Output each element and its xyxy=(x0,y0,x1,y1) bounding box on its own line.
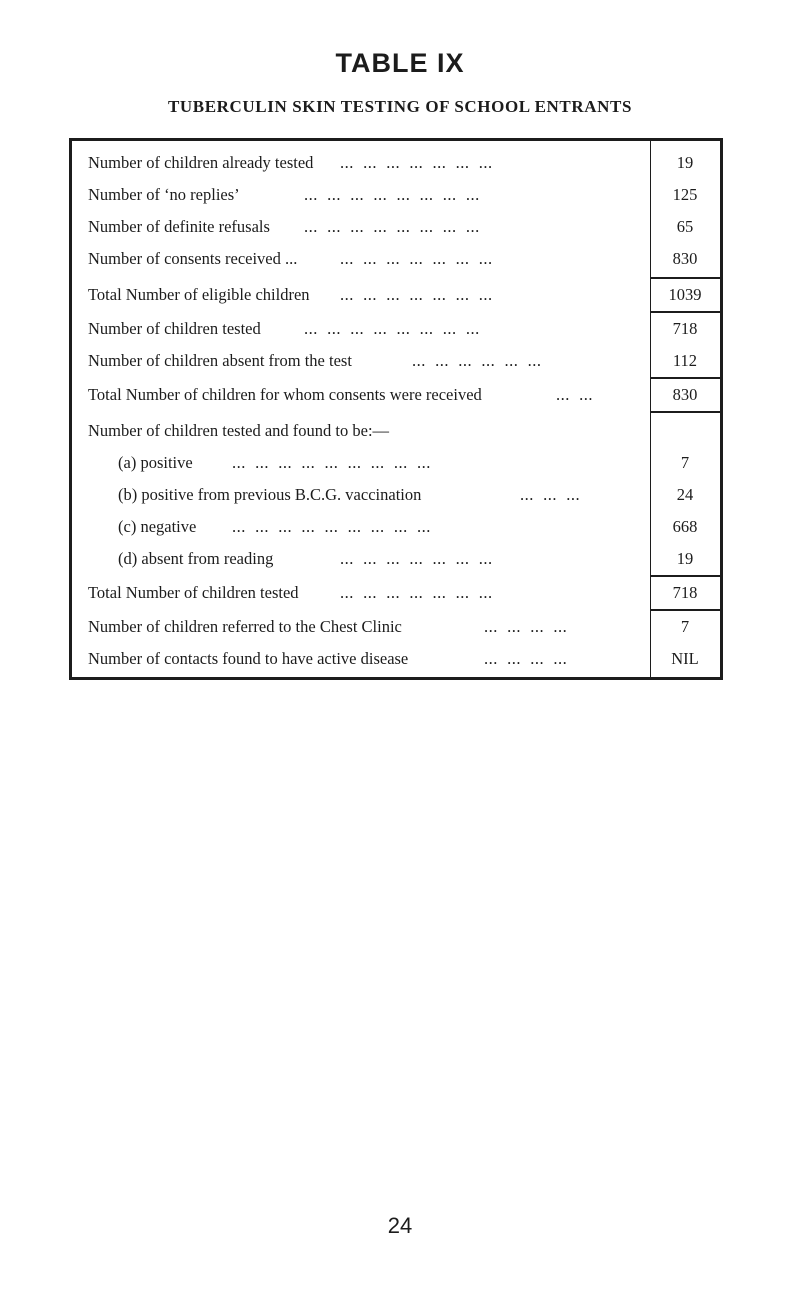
row-value: 718 xyxy=(672,319,698,338)
table-row xyxy=(72,381,720,409)
leader-dots: ... ... ... ... xyxy=(484,649,568,668)
leader-dots: ... ... ... ... ... ... ... xyxy=(340,549,493,568)
table-row xyxy=(72,281,720,309)
row-label: Number of children tested and found to be:— xyxy=(88,421,390,440)
row-value: 7 xyxy=(680,617,690,636)
row-value: 668 xyxy=(672,517,698,536)
leader-dots: ... ... ... ... ... ... xyxy=(412,351,542,370)
table-row xyxy=(72,315,720,343)
table-row xyxy=(72,245,720,273)
leader-dots: ... ... ... ... ... ... ... ... xyxy=(304,217,480,236)
row-label: (b) positive from previous B.C.G. vaccination xyxy=(118,485,422,504)
row-value: NIL xyxy=(671,649,699,668)
row-label: (a) positive xyxy=(118,453,193,472)
table-row xyxy=(72,481,720,509)
page-number: 24 xyxy=(387,1213,413,1238)
row-label: Total Number of children tested xyxy=(88,583,299,602)
row-value: 718 xyxy=(672,583,698,602)
table-row xyxy=(72,417,720,445)
table-row xyxy=(72,347,720,375)
table-row xyxy=(72,613,720,641)
row-value: 1039 xyxy=(668,285,702,304)
row-label: Number of contacts found to have active disease xyxy=(88,649,409,668)
leader-dots: ... ... ... ... xyxy=(484,617,568,636)
data-table xyxy=(69,138,723,680)
row-value: 830 xyxy=(672,249,698,268)
separator-line xyxy=(650,377,720,379)
leader-dots: ... ... ... ... ... ... ... ... xyxy=(304,185,480,204)
leader-dots: ... ... xyxy=(556,385,593,404)
row-value: 125 xyxy=(672,185,698,204)
row-label: Number of consents received ... xyxy=(88,249,298,268)
row-label: (c) negative xyxy=(118,517,197,536)
row-label: Number of ‘no replies’ xyxy=(88,185,240,204)
row-label: Number of children already tested xyxy=(88,153,314,172)
row-label: Number of children tested xyxy=(88,319,261,338)
row-value: 19 xyxy=(676,549,694,568)
table-row xyxy=(72,513,720,541)
leader-dots: ... ... ... ... ... ... ... ... xyxy=(304,319,480,338)
leader-dots: ... ... ... ... ... ... ... xyxy=(340,153,493,172)
row-value: 65 xyxy=(676,217,694,236)
row-label: Total Number of children for whom consents were received xyxy=(88,385,482,404)
table-row xyxy=(72,213,720,241)
separator-line xyxy=(650,575,720,577)
row-value: 830 xyxy=(672,385,698,404)
row-value: 7 xyxy=(680,453,690,472)
row-label: Total Number of eligible children xyxy=(88,285,310,304)
row-value: 24 xyxy=(676,485,694,504)
row-value: 19 xyxy=(676,153,694,172)
row-label: Number of children absent from the test xyxy=(88,351,352,370)
row-value: 112 xyxy=(672,351,698,370)
separator-line xyxy=(650,277,720,279)
leader-dots: ... ... ... ... ... ... ... ... ... xyxy=(232,453,431,472)
table-row xyxy=(72,545,720,573)
page-subtitle: TUBERCULIN SKIN TESTING OF SCHOOL ENTRANTS xyxy=(167,97,632,116)
leader-dots: ... ... ... xyxy=(520,485,581,504)
table-row xyxy=(72,645,720,673)
row-label: Number of definite refusals xyxy=(88,217,270,236)
table-row xyxy=(72,579,720,607)
table-row xyxy=(72,449,720,477)
row-label: Number of children referred to the Chest Clinic xyxy=(88,617,402,636)
leader-dots: ... ... ... ... ... ... ... xyxy=(340,583,493,602)
separator-line xyxy=(650,311,720,313)
row-label: (d) absent from reading xyxy=(118,549,274,568)
leader-dots: ... ... ... ... ... ... ... xyxy=(340,249,493,268)
separator-line xyxy=(650,411,720,413)
table-row xyxy=(72,181,720,209)
separator-line xyxy=(650,609,720,611)
leader-dots: ... ... ... ... ... ... ... ... ... xyxy=(232,517,431,536)
page-title: TABLE IX xyxy=(335,48,465,78)
leader-dots: ... ... ... ... ... ... ... xyxy=(340,285,493,304)
table-row xyxy=(72,149,720,177)
